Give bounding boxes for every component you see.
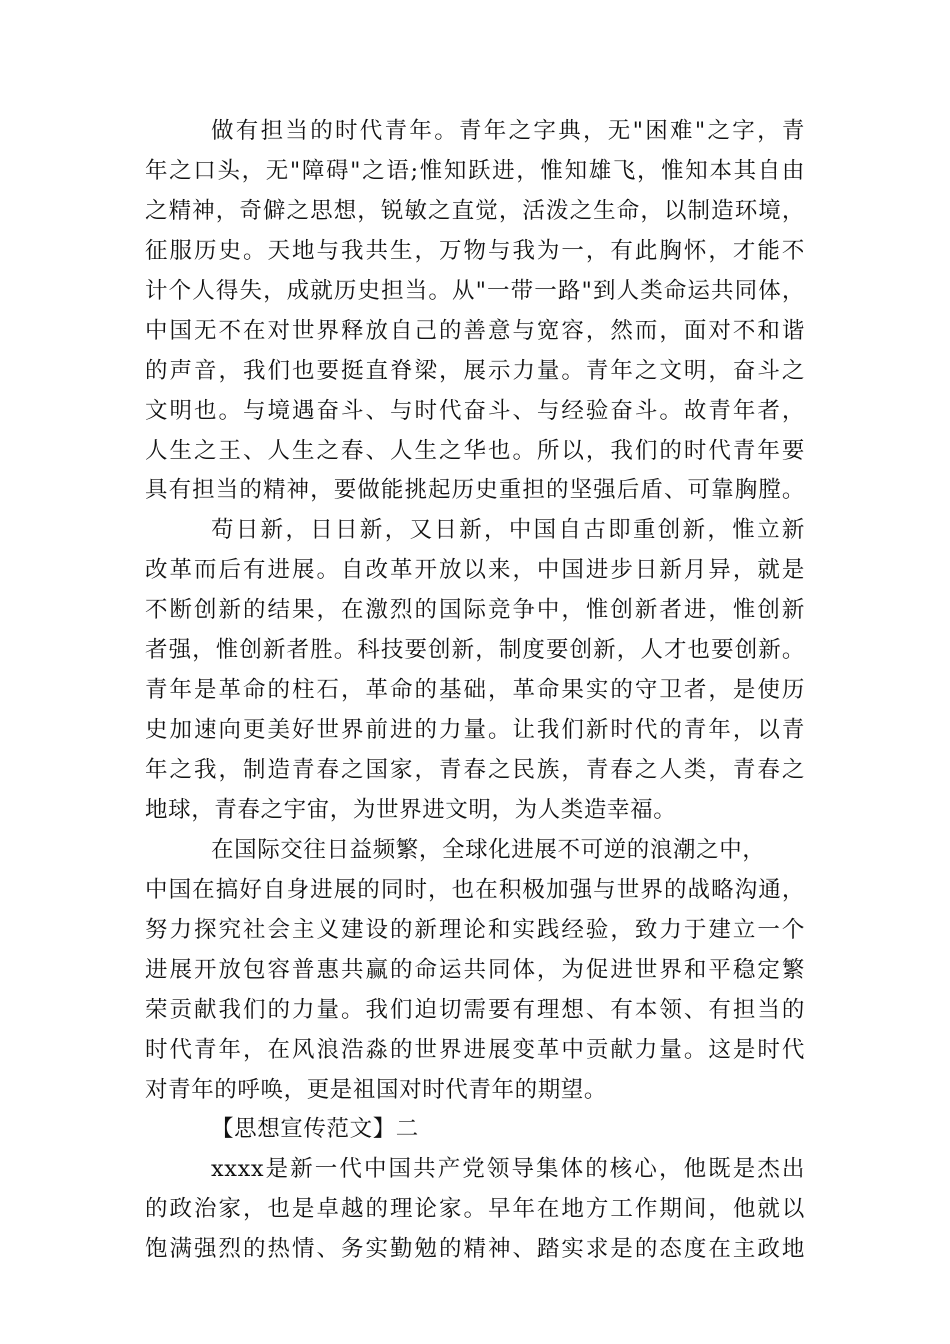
paragraph [145,112,805,511]
text-line: 文明也。与境遇奋斗、与时代奋斗、与经验奋斗。故青年者， [145,397,805,424]
text-line: 之精神，奇僻之思想，锐敏之直觉，活泼之生命，以制造环境， [145,197,805,224]
document-body [145,112,805,1270]
text-line: 不断创新的结果，在激烈的国际竞争中，惟创新者进，惟创新 [145,597,805,624]
heading-text: 【思想宣传范文】二 [211,1116,419,1143]
text-line: 的声音，我们也要挺直脊梁，展示力量。青年之文明，奋斗之 [145,357,805,384]
text-line: 苟日新，日日新，又日新，中国自古即重创新，惟立新 [211,517,805,544]
text-line: 进展开放包容普惠共赢的命运共同体，为促进世界和平稳定繁 [145,956,805,983]
text-line: 对青年的呼唤，更是祖国对时代青年的期望。 [145,1076,608,1103]
text-line: 在国际交往日益频繁，全球化进展不可逆的浪潮之中， [211,836,766,863]
text-line: 年之我，制造青春之国家，青春之民族，青春之人类，青春之 [145,757,805,783]
text-line: 改革而后有进展。自改革开放以来，中国进步日新月异，就是 [145,557,805,584]
paragraph [145,831,805,1111]
text-line: 年之口头，无"障碍"之语;惟知跃进，惟知雄飞，惟知本其自由 [145,157,805,184]
text-line: 青年是革命的柱石，革命的基础，革命果实的守卫者，是使历 [145,677,805,704]
text-line: 计个人得失，成就历史担当。从"一带一路"到人类命运共同体， [145,277,805,304]
text-line: 者强，惟创新者胜。科技要创新，制度要创新，人才也要创新。 [145,637,805,664]
text-line: 人生之王、人生之春、人生之华也。所以，我们的时代青年要 [145,437,805,464]
text-line: 时代青年，在风浪浩淼的世界进展变革中贡献力量。这是时代 [145,1036,805,1063]
text-line: 具有担当的精神，要做能挑起历史重担的坚强后盾、可靠胸膛。 [145,477,805,504]
text-line: 饱满强烈的热情、务实勤勉的精神、踏实求是的态度在主政地 [145,1236,805,1263]
text-line: 努力探究社会主义建设的新理论和实践经验，致力于建立一个 [145,916,805,943]
text-line: 的政治家，也是卓越的理论家。早年在地方工作期间，他就以 [145,1196,805,1223]
text-line: 荣贡献我们的力量。我们迫切需要有理想、有本领、有担当的 [145,996,805,1023]
paragraph [145,511,805,831]
section-heading [145,1110,805,1150]
text-line: xxxx是新一代中国共产党领导集体的核心，他既是杰出 [211,1156,805,1183]
text-line: 史加速向更美好世界前进的力量。让我们新时代的青年，以青 [145,717,805,744]
text-line: 征服历史。天地与我共生，万物与我为一，有此胸怀，才能不 [145,237,805,264]
paragraph [145,1150,805,1270]
text-line: 做有担当的时代青年。青年之字典，无"困难"之字，青 [211,118,805,144]
text-line: 中国无不在对世界释放自己的善意与宽容，然而，面对不和谐 [145,317,805,344]
text-line: 地球，青春之宇宙，为世界进文明，为人类造幸福。 [145,796,677,823]
text-line: 中国在搞好自身进展的同时，也在积极加强与世界的战略沟通， [145,876,805,903]
